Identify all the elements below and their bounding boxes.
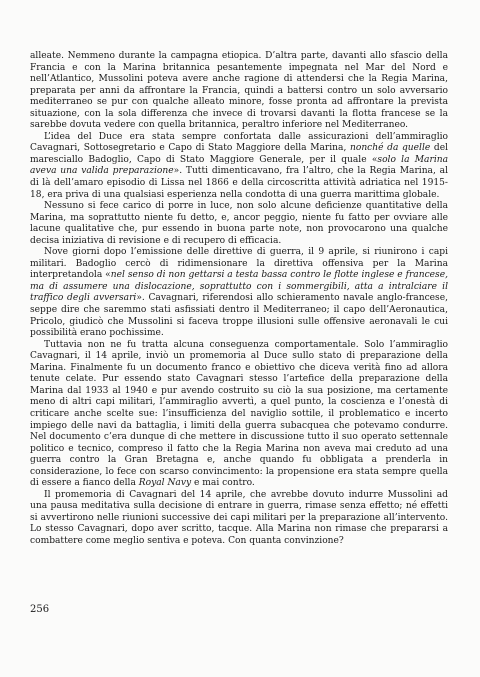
paragraph <box>30 132 448 201</box>
text-run: Nessuno si fece carico di porre in luce, non solo alcune deficienze quantitative della Marina, ma soprattutto niente fu detto, e, ancor peggio, niente fu fatto per ovviare alle lacune qualitative che, pur essendo in buona parte note, non provocarono una qualche decisa iniziativa di revisione e di recupero di efficacia. <box>30 201 448 246</box>
page-number: 256 <box>30 604 50 615</box>
text-run: ». Tutti dimenticavano, fra l’altro, che la Regia Marina, al di là dell’amaro episodio di Lissa nel 1866 e della circoscritta attività adriatica nel 1915-18, era priva di una qualsiasi esperienza nella condotta di una guerra marittima globale. <box>30 166 448 200</box>
paragraph <box>30 51 448 132</box>
text-run: Tuttavia non ne fu tratta alcuna conseguenza comportamentale. Solo l’ammiraglio Cavagnari, il 14 aprile, inviò un promemoria al Duce sullo stato di preparazione della Marina. Finalmente fu un documento franco e obiettivo che diceva verità fino ad allora tenute celate. Pur essendo stato Cavagnari stesso l’artefice della preparazione della Marina dal 1933 al 1940 e pur avendo costruito su ciò la sua posizione, ma certamente meno di altri capi militari, l’ammiraglio avvertì, a quel punto, la coscienza e l’onestà di criticare anche scelte sue: l’insufficienza del naviglio sottile, il problematico e incerto impiego delle navi da battaglia, i limiti della guerra subacquea che potevamo condurre. Nel documento c’era dunque di che mettere in discussione tutto il suo operato settennale politico e tecnico, compreso il fatto che la Regia Marina non aveva mai creduto ad una guerra contro la Gran Bretagna e, anche quando fu obbligata a prenderla in considerazione, lo fece con scarso convincimento: la propensione era stata sempre quella di essere a fianco della <box>30 339 448 489</box>
text-run: alleate. Nemmeno durante la campagna etiopica. D’altra parte, davanti allo sfascio della Francia e con la Marina britannica pesantemente impegnata nel Mar del Nord e nell’Atlantico, Mussolini poteva avere anche ragione di attendersi che la Regia Marina, preparata per anni da affrontare la Francia, quindi a battersi contro un solo avversario mediterraneo se pur con qualche alleato minore, fosse pronta ad affrontare la prevista situazione, con la sola differenza che invece di trovarsi davanti la flotta francese se la sarebbe dovuta vedere con quella britannica, peraltro inferiore nel Mediterraneo. <box>30 51 448 131</box>
text-run: Nove giorni dopo l’emissione delle direttive di guerra, il 9 aprile, si riunirono i capi militari. Badoglio cercò di ridimensionare la direttiva offensiva per la Marina interpretandola « <box>30 247 448 281</box>
italic-text: solo la Marina aveva una valida preparazione <box>30 154 448 177</box>
text-run: del maresciallo Badoglio, Capo di Stato Maggiore Generale, per il quale « <box>30 143 448 165</box>
paragraph <box>30 247 448 339</box>
paragraph <box>30 490 448 548</box>
text-run: Il promemoria di Cavagnari del 14 aprile, che avrebbe dovuto indurre Mussolini ad una pausa meditativa sulla decisione di entrare in guerra, rimase senza effetto; né effetti si avvertirono nelle riunioni successive dei capi militari per la preparazione all’intervento. Lo stesso Cavagnari, dopo aver scritto, tacque. Alla Marina non rimase che prepararsi a combattere come meglio sentiva e poteva. Con quanta convinzione? <box>30 489 448 546</box>
paragraph <box>30 201 448 247</box>
body-text <box>30 51 448 548</box>
italic-text: nel senso di non gettarsi a testa bassa contro le flotte inglese e francese, ma di assumere una dislocazione, soprattutto con i sommergibili, atta a intralciare il traffico degli avversari <box>30 270 448 304</box>
italic-text: Royal Navy <box>138 478 192 489</box>
italic-text: nonché da quelle <box>349 143 431 154</box>
paragraph <box>30 340 448 490</box>
text-run: ». Cavagnari, riferendosi allo schieramento navale anglo-francese, seppe dire che saremmo stati asfissiati dentro il Mediterraneo; il capo dell’Aeronautica, Pricolo, giudicò che Mussolini si faceva troppe illusioni sulle offensive aeronavali le cui possibilità erano pochissime. <box>30 293 448 339</box>
text-run: L’idea del Duce era stata sempre confortata dalle assicurazioni dell’ammiraglio Cavagnari, Sottosegretario e Capo di Stato Maggiore della Marina, <box>30 131 448 154</box>
text-run: e mai contro. <box>191 478 255 489</box>
